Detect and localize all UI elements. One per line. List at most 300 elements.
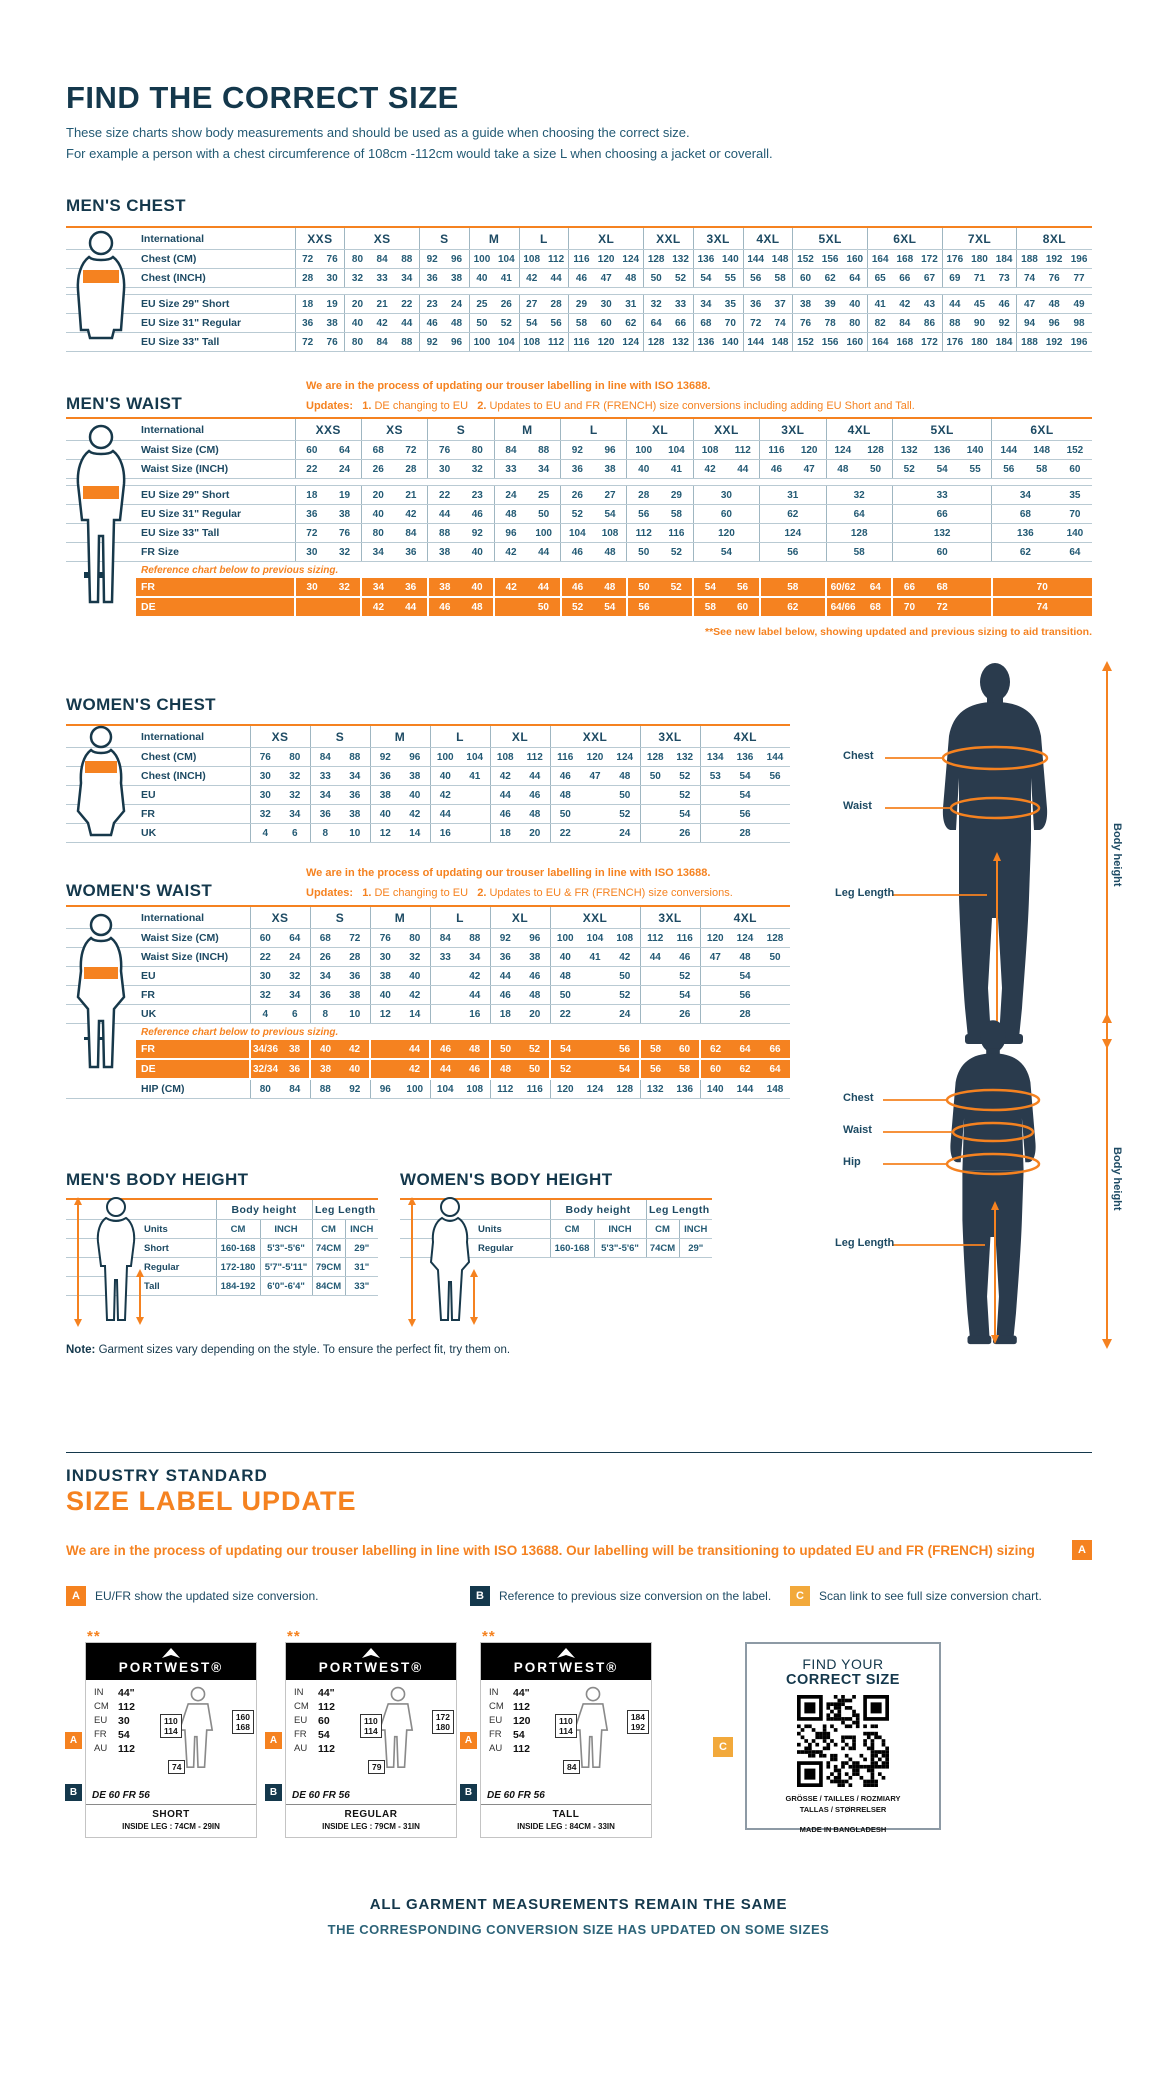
table-cell: 38 <box>280 1040 310 1059</box>
table-cell: INCH <box>260 1220 312 1239</box>
row-label: Waist Size (CM) <box>66 441 295 460</box>
size-column-header: XL <box>490 906 550 929</box>
table-cell: 172 <box>917 250 942 269</box>
size-column-header: L <box>519 227 569 250</box>
size-column-header: Leg Length <box>646 1199 712 1220</box>
legend-c-text: Scan link to see full size conversion chart. <box>819 1589 1042 1603</box>
table-cell: 54 <box>519 314 544 333</box>
table-cell: 36 <box>295 505 328 524</box>
update-1-text: DE changing to EU <box>374 400 469 412</box>
table-cell: 68 <box>926 578 959 597</box>
badge-c: C <box>790 1586 810 1606</box>
table-cell: 29" <box>345 1239 378 1258</box>
table-row <box>66 1005 790 1024</box>
badge-b: B <box>265 1784 282 1801</box>
badge-c: C <box>713 1737 733 1757</box>
table-cell: 88 <box>340 748 370 767</box>
waist-measure-box: 110 114 <box>360 1714 382 1738</box>
size-row: IN 44" <box>294 1687 335 1699</box>
table-cell: 54 <box>693 543 759 562</box>
table-cell: 48 <box>1042 295 1067 314</box>
update-2-text: Updates to EU and FR (FRENCH) size conversions including adding EU Short and Tall. <box>489 400 915 412</box>
table-cell: 160-168 <box>216 1239 260 1258</box>
table-cell: 100 <box>469 333 494 352</box>
table-cell: 50 <box>527 597 560 617</box>
waist-measure-box: 110 114 <box>555 1714 577 1738</box>
table-cell: 36 <box>310 986 340 1005</box>
table-cell: 56 <box>627 505 660 524</box>
size-column-header: M <box>370 906 430 929</box>
header-row <box>66 227 1092 250</box>
table-cell: 144 <box>743 250 768 269</box>
chest-label: Chest <box>843 1092 874 1104</box>
row-label: EU <box>66 786 250 805</box>
footer-line-2: THE CORRESPONDING CONVERSION SIZE HAS UPDATED ON SOME SIZES <box>327 1922 830 1937</box>
table-cell: 112 <box>640 929 670 948</box>
table-cell: 12 <box>370 824 400 843</box>
table-cell: 34 <box>361 543 394 562</box>
male-height-figure-icon <box>70 1196 154 1328</box>
table-cell: 128 <box>826 524 892 543</box>
row-label: Chest (CM) <box>66 250 295 269</box>
table-cell: 16 <box>430 824 460 843</box>
table-cell <box>430 986 460 1005</box>
table-cell: 33 <box>430 948 460 967</box>
table-cell: 128 <box>643 333 668 352</box>
table-cell: 40 <box>461 578 494 597</box>
table-cell: 5'7"-5'11" <box>260 1258 312 1277</box>
table-cell: 84 <box>370 333 395 352</box>
table-cell: 34 <box>310 786 340 805</box>
table-cell: 44 <box>430 1059 460 1079</box>
iso-note-line1: We are in the process of updating our trouser labelling in line with ISO 13688. <box>306 380 711 392</box>
table-cell: 28 <box>627 486 660 505</box>
table-cell: 14 <box>400 824 430 843</box>
table-cell: 84CM <box>312 1277 345 1296</box>
table-cell: 120 <box>700 929 730 948</box>
table-cell: 14 <box>400 1005 430 1024</box>
table-cell <box>640 805 670 824</box>
size-row: EU 60 <box>294 1715 330 1727</box>
table-cell: 46 <box>430 1040 460 1059</box>
table-cell: 4 <box>250 824 280 843</box>
section-divider <box>66 1452 1092 1453</box>
size-row: AU 112 <box>294 1743 335 1755</box>
size-label-card <box>464 1628 652 1838</box>
table-cell: 84 <box>494 441 527 460</box>
row-label: EU Size 31" Regular <box>66 505 295 524</box>
table-cell: 188 <box>1017 250 1042 269</box>
table-cell: 33 <box>370 269 395 288</box>
size-column-header: 5XL <box>793 227 868 250</box>
table-cell: 52 <box>670 767 700 786</box>
label-cards-row <box>66 1628 1092 1877</box>
header-row <box>66 418 1092 441</box>
table-cell: 42 <box>340 1040 370 1059</box>
table-cell: 60/62 <box>826 578 859 597</box>
table-cell: 38 <box>520 948 550 967</box>
table-cell: 41 <box>494 269 519 288</box>
table-cell: 84 <box>310 748 340 767</box>
table-cell: 156 <box>818 250 843 269</box>
table-cell <box>580 986 610 1005</box>
table-cell: 148 <box>768 333 793 352</box>
table-cell: 116 <box>670 929 700 948</box>
previous-sizing: DE 60 FR 56 <box>487 1790 545 1801</box>
table-cell: 66 <box>892 269 917 288</box>
table-cell: 38 <box>444 269 469 288</box>
table-cell: 42 <box>430 786 460 805</box>
table-cell: 46 <box>520 967 550 986</box>
female-silhouette <box>835 1012 1125 1354</box>
size-column-header: XXL <box>693 418 759 441</box>
table-cell <box>640 986 670 1005</box>
table-cell: 54 <box>693 578 726 597</box>
table-cell <box>580 1005 610 1024</box>
table-cell: 46 <box>550 767 580 786</box>
table-cell: 46 <box>561 578 594 597</box>
table-cell: 28 <box>295 269 320 288</box>
table-cell: 28 <box>544 295 569 314</box>
portwest-logo <box>86 1643 256 1680</box>
table-cell: 79CM <box>312 1258 345 1277</box>
table-cell: 38 <box>793 295 818 314</box>
table-cell: 36 <box>280 1059 310 1079</box>
table-cell: 96 <box>594 441 627 460</box>
womens-chest <box>66 724 790 843</box>
table-cell <box>430 1005 460 1024</box>
table-row <box>66 505 1092 524</box>
table-cell: 50 <box>760 948 790 967</box>
table-cell <box>959 578 992 597</box>
table-cell: 42 <box>400 805 430 824</box>
table-cell <box>580 1059 610 1079</box>
table-row <box>66 767 790 786</box>
size-column-header: S <box>310 906 370 929</box>
iso-note-line1: We are in the process of updating our trouser labelling in line with ISO 13688. <box>306 867 711 879</box>
table-cell: 60 <box>670 1040 700 1059</box>
table-cell: 47 <box>594 269 619 288</box>
table-row <box>66 597 1092 617</box>
table-cell: 50 <box>610 967 640 986</box>
table-row <box>66 805 790 824</box>
table-cell: 18 <box>490 824 520 843</box>
size-column-header: 6XL <box>992 418 1092 441</box>
table-cell: 44 <box>428 505 461 524</box>
waist-label: Waist <box>843 1124 872 1136</box>
stars-note: ** <box>87 1628 101 1645</box>
table-cell: 44 <box>942 295 967 314</box>
table-cell: 10 <box>340 824 370 843</box>
table-cell: 33 <box>310 767 340 786</box>
table-cell: 46 <box>490 986 520 1005</box>
row-label: FR <box>66 805 250 824</box>
table-cell: 46 <box>569 269 594 288</box>
brand-name: PORTWEST® <box>118 1660 224 1675</box>
table-cell <box>370 1059 400 1079</box>
row-label: Regular <box>400 1239 550 1258</box>
table-cell: 112 <box>627 524 660 543</box>
size-column-header: Body height <box>550 1199 646 1220</box>
size-column-header: 3XL <box>640 725 700 748</box>
table-cell: 44 <box>520 767 550 786</box>
table-cell: 76 <box>320 250 345 269</box>
page-title: FIND THE CORRECT SIZE <box>66 80 459 115</box>
table-cell <box>700 967 730 986</box>
table-cell: 40 <box>430 767 460 786</box>
table-cell <box>640 824 670 843</box>
inside-leg: INSIDE LEG : 74CM - 29IN <box>122 1822 220 1831</box>
table-cell: 31 <box>760 486 826 505</box>
table-cell: 80 <box>400 929 430 948</box>
row-label: Waist Size (CM) <box>66 929 250 948</box>
mens-chest-table <box>66 226 1092 352</box>
badge-a: A <box>460 1732 477 1749</box>
table-cell <box>580 786 610 805</box>
table-cell: 42 <box>460 967 490 986</box>
table-cell: 66 <box>892 578 925 597</box>
corner-label: International <box>66 418 295 441</box>
table-cell: 72 <box>926 597 959 617</box>
table-cell: 28 <box>395 460 428 479</box>
table-cell: 62 <box>992 543 1058 562</box>
table-cell: 42 <box>490 767 520 786</box>
leg-length-label: Leg Length <box>835 1237 895 1249</box>
table-cell: 54 <box>730 767 760 786</box>
size-column-header: 4XL <box>700 906 790 929</box>
reference-note-row: Reference chart below to previous sizing. <box>141 564 339 576</box>
height-measure-box: 172 180 <box>432 1710 454 1734</box>
table-cell <box>460 824 490 843</box>
table-cell: 108 <box>610 929 640 948</box>
table-cell: 44 <box>726 460 759 479</box>
table-cell: 34 <box>527 460 560 479</box>
page-subtitle <box>66 122 773 164</box>
table-cell: 176 <box>942 333 967 352</box>
table-cell: 56 <box>726 578 759 597</box>
female-chest-figure-icon <box>68 725 134 837</box>
table-cell: 48 <box>594 578 627 597</box>
table-row <box>66 314 1092 333</box>
table-cell: 128 <box>760 929 790 948</box>
table-cell: 160 <box>843 333 868 352</box>
label-body <box>464 1680 651 1804</box>
table-cell: 30 <box>295 578 328 597</box>
table-cell: 144 <box>992 441 1025 460</box>
table-cell: 32 <box>328 543 361 562</box>
table-cell: 41 <box>580 948 610 967</box>
table-cell: 56 <box>640 1059 670 1079</box>
table-cell: 4 <box>250 1005 280 1024</box>
table-cell: 42 <box>400 986 430 1005</box>
table-cell: 66 <box>668 314 693 333</box>
table-cell: 30 <box>594 295 619 314</box>
table-cell: 20 <box>520 824 550 843</box>
table-cell: 80 <box>461 441 494 460</box>
table-cell: 40 <box>310 1040 340 1059</box>
table-cell: 120 <box>580 748 610 767</box>
table-row <box>66 295 1092 314</box>
table-cell: 26 <box>310 948 340 967</box>
table-cell: 12 <box>370 1005 400 1024</box>
table-cell: 34 <box>280 805 310 824</box>
table-cell: 32 <box>280 767 310 786</box>
table-cell: 34 <box>395 269 420 288</box>
table-cell: 47 <box>1017 295 1042 314</box>
size-column-header: XS <box>250 725 310 748</box>
waist-label: Waist <box>843 800 872 812</box>
table-cell: 50 <box>469 314 494 333</box>
table-cell: 164 <box>867 333 892 352</box>
table-cell: 54 <box>730 786 760 805</box>
size-column-header: M <box>370 725 430 748</box>
table-cell: 76 <box>320 333 345 352</box>
table-cell: 92 <box>419 250 444 269</box>
table-cell: 58 <box>670 1059 700 1079</box>
table-cell: 112 <box>544 250 569 269</box>
size-row: CM 112 <box>489 1701 530 1713</box>
size-column-header: 3XL <box>640 906 700 929</box>
table-cell: 44 <box>395 314 420 333</box>
table-row <box>66 543 1092 562</box>
label-body <box>69 1680 256 1804</box>
badge-b: B <box>470 1586 490 1606</box>
size-column-header: Body height <box>216 1199 312 1220</box>
subtitle-line-2: For example a person with a chest circumference of 108cm -112cm would take a size L when choosing a jacket or coverall. <box>66 146 773 161</box>
size-column-header: L <box>561 418 627 441</box>
size-column-header: 4XL <box>826 418 892 441</box>
table-cell: 41 <box>867 295 892 314</box>
row-label: EU <box>66 967 250 986</box>
table-cell: 144 <box>760 748 790 767</box>
table-cell: 48 <box>520 986 550 1005</box>
table-cell: 36 <box>561 460 594 479</box>
table-cell: 60 <box>700 1059 730 1079</box>
table-cell: 46 <box>460 1059 490 1079</box>
table-cell: 120 <box>550 1079 580 1099</box>
table-cell: 52 <box>668 269 693 288</box>
row-label: Chest (CM) <box>66 748 250 767</box>
size-column-header: S <box>310 725 370 748</box>
table-cell: 48 <box>826 460 859 479</box>
height-measure-box: 160 168 <box>232 1710 254 1734</box>
table-cell: 28 <box>730 1005 760 1024</box>
table-cell: 88 <box>460 929 490 948</box>
table-cell <box>700 824 730 843</box>
table-row <box>66 948 790 967</box>
table-cell: 30 <box>428 460 461 479</box>
table-cell: 40 <box>627 460 660 479</box>
qr-correct-size: CORRECT SIZE <box>786 1672 900 1688</box>
table-cell: 44 <box>544 269 569 288</box>
table-cell: 26 <box>361 460 394 479</box>
table-cell: 56 <box>730 986 760 1005</box>
table-cell: 64 <box>328 441 361 460</box>
size-column-header: XXS <box>295 227 345 250</box>
row-label: Waist Size (INCH) <box>66 460 295 479</box>
table-cell <box>760 786 790 805</box>
size-row: FR 54 <box>294 1729 330 1741</box>
table-cell: 134 <box>700 748 730 767</box>
table-cell: 50 <box>527 505 560 524</box>
row-label: Tall <box>66 1277 216 1296</box>
table-cell: 192 <box>1042 333 1067 352</box>
table-cell: 172 <box>917 333 942 352</box>
table-cell: 132 <box>640 1079 670 1099</box>
table-cell: 44 <box>395 597 428 617</box>
womens-waist-table <box>66 905 790 1099</box>
table-cell: 36 <box>340 967 370 986</box>
table-cell: 28 <box>730 824 760 843</box>
table-cell: 46 <box>490 805 520 824</box>
chest-label: Chest <box>843 750 874 762</box>
table-cell: 36 <box>340 786 370 805</box>
size-row: FR 54 <box>489 1729 525 1741</box>
table-cell: 100 <box>627 441 660 460</box>
table-cell: 48 <box>494 505 527 524</box>
update-1-num: 1. <box>362 400 372 412</box>
size-column-header: XS <box>361 418 427 441</box>
table-row <box>66 460 1092 479</box>
table-cell: 18 <box>295 486 328 505</box>
row-label: HIP (CM) <box>66 1079 250 1099</box>
table-cell: 46 <box>670 948 700 967</box>
fit-name: SHORT <box>152 1809 190 1820</box>
table-cell: 36 <box>743 295 768 314</box>
size-column-header: L <box>430 906 490 929</box>
table-cell: 44 <box>430 805 460 824</box>
table-cell: 30 <box>250 786 280 805</box>
table-cell: 62 <box>760 505 826 524</box>
update-2-text: Updates to EU & FR (FRENCH) size conversions. <box>489 887 733 899</box>
table-cell: 44 <box>490 786 520 805</box>
table-cell: 140 <box>718 250 743 269</box>
table-cell: 84 <box>280 1079 310 1099</box>
table-cell: 41 <box>460 767 490 786</box>
size-column-header: S <box>419 227 469 250</box>
legend-item-b <box>470 1586 771 1606</box>
table-cell: 180 <box>967 250 992 269</box>
table-cell: 108 <box>519 250 544 269</box>
table-cell <box>580 967 610 986</box>
section-title-womens-height: WOMEN'S BODY HEIGHT <box>400 1170 613 1189</box>
table-row <box>66 269 1092 288</box>
table-row <box>66 250 1092 269</box>
table-cell: 48 <box>520 805 550 824</box>
previous-sizing: DE 60 FR 56 <box>92 1790 150 1801</box>
table-cell: 18 <box>490 1005 520 1024</box>
size-row: AU 112 <box>489 1743 530 1755</box>
table-cell: 180 <box>967 333 992 352</box>
table-cell: 160-168 <box>550 1239 594 1258</box>
table-cell: 37 <box>768 295 793 314</box>
fit-note-label: Note: <box>66 1344 96 1356</box>
previous-sizing: DE 60 FR 56 <box>292 1790 350 1801</box>
stars-note: ** <box>287 1628 301 1645</box>
table-cell: 84 <box>892 314 917 333</box>
table-cell: 32 <box>250 805 280 824</box>
table-cell: 34 <box>280 986 310 1005</box>
table-cell: 40 <box>345 314 370 333</box>
table-cell: 54 <box>926 460 959 479</box>
table-cell: 152 <box>1058 441 1091 460</box>
table-cell: 42 <box>892 295 917 314</box>
size-row: IN 44" <box>94 1687 135 1699</box>
table-cell: 112 <box>726 441 759 460</box>
size-column-header: XL <box>627 418 693 441</box>
table-cell <box>580 824 610 843</box>
table-cell: 56 <box>743 269 768 288</box>
